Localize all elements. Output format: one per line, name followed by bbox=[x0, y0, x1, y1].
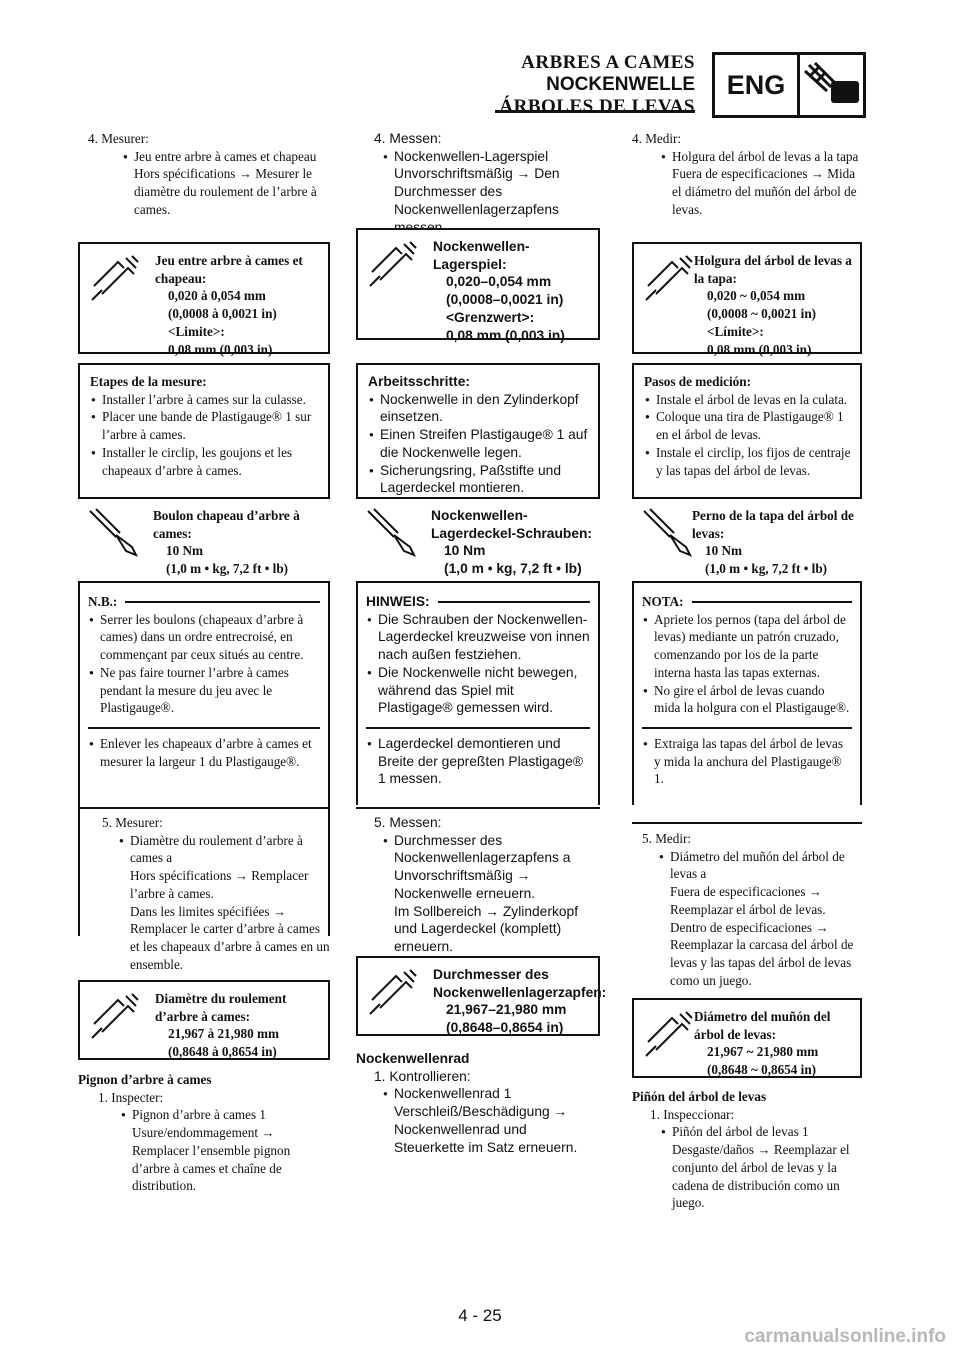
watermark: carmanualsonline.info bbox=[744, 1326, 946, 1347]
de-sec-title: Nockenwellenrad bbox=[356, 1051, 470, 1066]
es-spec-clearance bbox=[632, 242, 862, 357]
es-torque-box bbox=[632, 497, 862, 581]
de-spec1-title: Nockenwellen-Lagerspiel: bbox=[433, 239, 530, 272]
de-note-b1: ● Die Schrauben der Nockenwellen-Lagerdeckel kreuzweise von innen nach außen festziehen. bbox=[378, 611, 590, 664]
de-procedure-bottom bbox=[356, 805, 600, 809]
de-step5-label: 5. Messen: bbox=[374, 815, 442, 830]
es-proc-b2: ● Coloque una tira de Plastigauge® 1 en el árbol de levas. bbox=[656, 408, 852, 443]
title-fr: ARBRES A CAMES bbox=[521, 52, 695, 73]
es-spec1-v3: <Límite>: bbox=[707, 323, 764, 339]
section-header bbox=[499, 52, 695, 118]
de-after-b1: ● Lagerdeckel demontieren und Breite der gepreßten Plastigage® 1 messen. bbox=[378, 735, 590, 788]
es-spec2-title: Diámetro del muñón del árbol de levas: bbox=[694, 1009, 831, 1042]
es-step5-bullet: ● Diámetro del muñón del árbol de levas a bbox=[670, 848, 862, 883]
es-sec-step1: 1. Inspeccionar: bbox=[650, 1106, 735, 1122]
es-torque-title: Perno de la tapa del árbol de levas: bbox=[692, 508, 854, 541]
de-spec-journal bbox=[356, 956, 607, 1036]
es-step5 bbox=[642, 830, 862, 989]
de-sec-step1: 1. Kontrollieren: bbox=[374, 1068, 471, 1084]
fr-torque-box bbox=[78, 497, 330, 581]
fr-note-b1: ● Serrer les boulons (chapeaux d’arbre à cames) dans un ordre entrecroisé, en commençant par ceux situés au centre. bbox=[100, 611, 320, 664]
es-note-rule bbox=[642, 727, 852, 729]
fr-spec2-title: Diamètre du roulement d’arbre à cames: bbox=[155, 991, 287, 1024]
eng-label: ENG bbox=[715, 55, 800, 115]
fr-step4-action: Hors spécifications → Mesurer le diamètre du roulement de l’arbre à cames. bbox=[134, 166, 317, 217]
es-sec-title: Piñón del árbol de levas bbox=[632, 1089, 767, 1104]
de-torque-v1: 10 Nm bbox=[444, 543, 486, 559]
fr-step5 bbox=[102, 814, 330, 973]
fr-procedure-bottom bbox=[78, 805, 330, 809]
de-spec1-v1: 0,020–0,054 mm bbox=[446, 274, 552, 290]
caliper-icon bbox=[88, 250, 144, 304]
es-after-b1: ● Extraiga las tapas del árbol de levas y mida la anchura del Plastigauge® 1. bbox=[654, 735, 852, 788]
fr-sec-action: Usure/endommagement → Remplacer l’ensemble pignon d’arbre à cames et chaîne de distribution. bbox=[132, 1125, 291, 1194]
es-sec-bullet: ● Piñón del árbol de levas 1 bbox=[672, 1123, 862, 1141]
fr-torque-title: Boulon chapeau d’arbre à cames: bbox=[153, 508, 300, 541]
de-note-rule bbox=[366, 727, 590, 729]
fr-spec2-v2: (0,8648 à 0,8654 in) bbox=[168, 1044, 277, 1060]
de-note-section bbox=[356, 581, 600, 788]
fr-spec1-title: Jeu entre arbre à cames et chapeau: bbox=[155, 253, 303, 286]
de-note-head bbox=[366, 593, 590, 611]
fr-step4-bullet: ● Jeu entre arbre à cames et chapeau bbox=[134, 148, 330, 166]
fr-proc-b2: ● Placer une bande de Plastigauge® 1 sur l’arbre à cames. bbox=[102, 408, 320, 443]
eng-badge bbox=[712, 52, 866, 118]
es-note-b2: ● No gire el árbol de levas cuando mida la holgura con el Plastigauge®. bbox=[654, 682, 852, 717]
de-sec-action: Verschleiß/Beschädigung → Nockenwellenrad und Steuerkette im Satz erneuern. bbox=[394, 1104, 578, 1155]
es-spec2-v2: (0,8648 ~ 0,8654 in) bbox=[707, 1062, 817, 1078]
torque-wrench-icon bbox=[86, 505, 142, 559]
fr-torque-v1: 10 Nm bbox=[166, 543, 203, 559]
header-rule bbox=[495, 110, 695, 113]
es-proc-b1: ● Instale el árbol de levas en la culata. bbox=[656, 391, 852, 409]
es-torque-v1: 10 Nm bbox=[705, 543, 742, 559]
de-step5-a1: Unvorschriftsmäßig → Nockenwelle erneuern. bbox=[394, 868, 536, 901]
de-spec2-v1: 21,967–21,980 mm bbox=[446, 1002, 567, 1018]
es-note-section bbox=[632, 581, 862, 788]
page-number: 4 - 25 bbox=[458, 1306, 502, 1325]
de-step5-bullet: ● Durchmesser des Nockenwellenlagerzapfens a bbox=[394, 832, 600, 867]
caliper-icon bbox=[642, 250, 698, 304]
de-proc-b1: ● Nockenwelle in den Zylinderkopf einsetzen. bbox=[380, 391, 590, 426]
es-step4-bullet: ● Holgura del árbol de levas a la tapa bbox=[672, 148, 862, 166]
caliper-icon bbox=[366, 236, 422, 290]
fr-note-b2: ● Ne pas faire tourner l’arbre à cames pendant la mesure du jeu avec le Plastigauge®. bbox=[100, 664, 320, 717]
de-spec2-v2: (0,8648–0,8654 in) bbox=[446, 1020, 564, 1036]
fr-spec2-v1: 21,967 à 21,980 mm bbox=[168, 1026, 279, 1042]
de-spec1-v2: (0,0008–0,0021 in) bbox=[446, 292, 564, 308]
de-torque-v2: (1,0 m • kg, 7,2 ft • lb) bbox=[444, 561, 582, 577]
caliper-icon bbox=[366, 964, 422, 1018]
title-es: ÁRBOLES DE LEVAS bbox=[499, 96, 695, 117]
es-sprocket-section bbox=[632, 1088, 862, 1212]
de-spec2-title: Durchmesser des Nockenwellenlagerzapfen: bbox=[433, 967, 607, 1000]
es-step4 bbox=[632, 130, 862, 219]
fr-proc-b3: ● Installer le circlip, les goujons et les chapeaux d’arbre à cames. bbox=[102, 444, 320, 479]
de-spec1-v4: 0,08 mm (0,003 in) bbox=[446, 327, 565, 343]
fr-sec-title: Pignon d’arbre à cames bbox=[78, 1072, 212, 1087]
es-spec1-v4: 0,08 mm (0,003 in) bbox=[707, 341, 812, 357]
de-note-label: HINWEIS: bbox=[366, 594, 430, 609]
es-spec1-v2: (0,0008 ~ 0,0021 in) bbox=[707, 306, 817, 322]
title-de: NOCKENWELLE bbox=[546, 74, 695, 95]
es-spec1-title: Holgura del árbol de levas a la tapa: bbox=[694, 253, 852, 286]
de-proc-title: Arbeitsschritte: bbox=[368, 374, 470, 389]
fr-step5-label: 5. Mesurer: bbox=[102, 815, 163, 830]
es-step5-label: 5. Medir: bbox=[642, 831, 692, 846]
de-step4-action: Unvorschriftsmäßig → Den Durchmesser des Nockenwellenlagerzapfens bbox=[394, 166, 560, 217]
es-note-head bbox=[642, 593, 852, 611]
de-step5 bbox=[374, 814, 600, 956]
de-torque-box bbox=[356, 497, 600, 581]
fr-sprocket-section bbox=[78, 1071, 330, 1195]
fr-note-rule bbox=[88, 727, 320, 729]
es-torque-v2: (1,0 m • kg, 7,2 ft • lb) bbox=[705, 561, 828, 577]
torque-wrench-icon bbox=[640, 505, 696, 559]
es-step5-a2: Dentro de especificaciones → Reemplazar la carcasa del árbol de levas y las tapas del árbol de levas como un juego. bbox=[670, 919, 854, 988]
es-spec2-v1: 21,967 ~ 21,980 mm bbox=[707, 1044, 819, 1060]
es-step4-action: Fuera de especificaciones → Mida el diámetro del muñón del árbol de levas. bbox=[672, 166, 857, 217]
caliper-icon bbox=[88, 988, 144, 1042]
fr-spec1-v4: 0,08 mm (0,003 in) bbox=[168, 341, 273, 357]
de-spec1-v3: <Grenzwert>: bbox=[446, 309, 535, 325]
fr-note-head bbox=[88, 593, 320, 611]
fr-sec-step1: 1. Inspecter: bbox=[98, 1089, 164, 1105]
de-step4 bbox=[374, 130, 600, 236]
fr-step5-a2: Dans les limites spécifiées → Remplacer le carter d’arbre à cames et les chapeaux d’arbre à cames en un ensemble. bbox=[130, 903, 330, 972]
fr-step5-bullet: ● Diamètre du roulement d’arbre à cames a bbox=[130, 832, 330, 867]
es-proc-title: Pasos de medición: bbox=[644, 374, 751, 389]
fr-step4-label: 4. Mesurer: bbox=[88, 131, 149, 146]
es-step4-label: 4. Medir: bbox=[632, 131, 682, 146]
es-procedure-bottom bbox=[632, 820, 862, 824]
de-note-b2: ● Die Nockenwelle nicht bewegen, während das Spiel mit Plastigage® gemessen wird. bbox=[378, 664, 590, 717]
fr-torque-v2: (1,0 m • kg, 7,2 ft • lb) bbox=[166, 561, 289, 577]
es-sec-action: Desgaste/daños → Reemplazar el conjunto del árbol de levas y la cadena de distribución como un juego. bbox=[672, 1142, 850, 1211]
es-spec-journal bbox=[632, 998, 862, 1078]
de-sec-bullet: ● Nockenwellenrad 1 bbox=[394, 1085, 600, 1103]
de-step4-label: 4. Messen: bbox=[374, 131, 442, 146]
de-spec-clearance bbox=[356, 228, 600, 343]
de-proc-b2: ● Einen Streifen Plastigauge® 1 auf die Nockenwelle legen. bbox=[380, 426, 590, 461]
caliper-icon bbox=[642, 1006, 698, 1060]
fr-after-b1: ● Enlever les chapeaux d’arbre à cames et mesurer la largeur 1 du Plastigauge®. bbox=[100, 735, 320, 770]
fr-proc-title: Etapes de la mesure: bbox=[90, 374, 207, 389]
es-note-label: NOTA: bbox=[642, 594, 684, 609]
es-proc-b3: ● Instale el circlip, los fijos de centraje y las tapas del árbol de levas. bbox=[656, 444, 852, 479]
es-note-b1: ● Apriete los pernos (tapa del árbol de levas) mediante un patrón cruzado, comenzando por los de la parte interna hasta las tapas externas. bbox=[654, 611, 852, 682]
fr-spec1-v2: (0,0008 à 0,0021 in) bbox=[168, 306, 277, 322]
fr-step5-a1: Hors spécifications → Remplacer l’arbre à cames. bbox=[130, 868, 309, 901]
de-torque-title: Nockenwellen-Lagerdeckel-Schrauben: bbox=[431, 508, 593, 541]
es-spec1-v1: 0,020 ~ 0,054 mm bbox=[707, 288, 806, 304]
de-step5-a2: Im Sollbereich → Zylinderkopf und Lagerdeckel (komplett) erneuern. bbox=[394, 903, 579, 954]
fr-spec-journal bbox=[78, 980, 330, 1060]
fr-proc-b1: ● Installer l’arbre à cames sur la culasse. bbox=[102, 391, 320, 409]
fr-spec1-v3: <Limite>: bbox=[168, 323, 225, 339]
fr-note-label: N.B.: bbox=[88, 594, 118, 609]
de-step4-bullet: ● Nockenwellen-Lagerspiel bbox=[394, 148, 600, 166]
de-sprocket-section bbox=[356, 1050, 600, 1156]
fr-note-section bbox=[78, 581, 330, 770]
fr-spec-clearance bbox=[78, 242, 330, 357]
de-proc-b3: ● Sicherungsring, Paßstifte und Lagerdeckel montieren. bbox=[380, 462, 590, 497]
fr-spec1-v1: 0,020 à 0,054 mm bbox=[168, 288, 266, 304]
es-step5-a1: Fuera de especificaciones → Reemplazar el árbol de levas. bbox=[670, 884, 826, 917]
fr-step4 bbox=[88, 130, 330, 219]
torque-wrench-icon bbox=[364, 505, 420, 559]
engine-bolt-icon bbox=[801, 59, 863, 111]
fr-sec-bullet: ● Pignon d’arbre à cames 1 bbox=[132, 1106, 330, 1124]
